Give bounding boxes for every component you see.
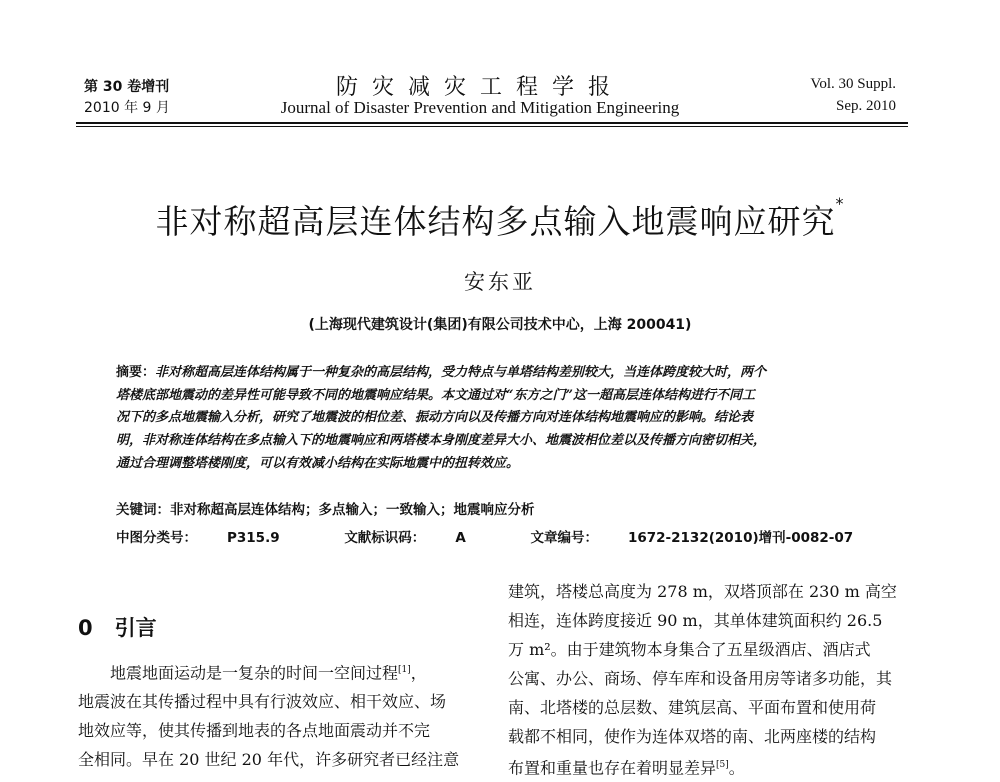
issue-date-en: Sep. 2010 <box>836 98 896 114</box>
body-line: 载都不相同，使作为连体双塔的南、北两座楼的结构 <box>508 727 877 746</box>
body-line: 地震波在其传播过程中具有行波效应、相干效应、场 <box>78 692 447 712</box>
article-no-label: 文章编号： <box>530 530 598 546</box>
citation-ref: [1] <box>398 665 411 675</box>
body-line: 公寓、办公、商场、停车库和设备用房等诸多功能，其 <box>508 669 893 688</box>
clc-label: 中图分类号： <box>116 530 197 546</box>
body-line-text: 布置和重量也存在着明显差异 <box>508 758 717 778</box>
author-name: 安东亚 <box>464 270 536 294</box>
doc-code-group <box>344 530 495 546</box>
keywords-text: 非对称超高层连体结构；多点输入；一致输入；地震响应分析 <box>170 502 535 518</box>
journal-title-cn: 防灾减灾工程学报 <box>335 75 624 100</box>
abstract-line: 明，非对称连体结构在多点输入下的地震响应和两塔楼本身刚度差异大小、地震波相位差以及传播方向密切相关， <box>116 433 767 449</box>
abstract-label: 摘要： <box>116 365 156 380</box>
body-line <box>78 656 474 687</box>
body-line: 建筑，塔楼总高度为 278 m，双塔顶部在 230 m 高空 <box>508 582 897 601</box>
abstract-line: 塔楼底部地震动的差异性可能导致不同的地震响应结果。本文通过对“东方之门”这一超高层连体结构进行不同工 <box>116 387 755 403</box>
body-line: 地效应等，使其传播到地表的各点地面震动并不完 <box>78 721 431 741</box>
abstract-line: 通过合理调整塔楼刚度，可以有效减小结构在实际地震中的扭转效应。 <box>116 455 520 471</box>
abstract-line: 况下的多点地震输入分析，研究了地震波的相位差、振动方向以及传播方向对连体结构地震响应的影响。结论表 <box>116 410 754 426</box>
clc-group <box>116 530 310 546</box>
volume-label: 第 30 卷增刊 <box>84 79 170 95</box>
journal-title-en: Journal of Disaster Prevention and Mitigation Engineering <box>280 98 680 117</box>
article-title-text: 非对称超高层连体结构多点输入地震响应研究 <box>155 202 836 241</box>
issue-date: 2010 年 9 月 <box>84 100 170 116</box>
body-line-tail: 。 <box>728 758 745 778</box>
header-rule-thick <box>76 122 908 124</box>
title-footnote-mark: * <box>835 194 845 213</box>
keywords <box>116 498 535 518</box>
section-title: 引言 <box>114 616 157 640</box>
section-number: 0 <box>78 616 93 640</box>
article-title <box>0 196 1000 243</box>
abstract <box>116 362 884 476</box>
citation-ref: [5] <box>716 760 729 770</box>
volume-label-en: Vol. 30 Suppl. <box>810 76 896 92</box>
doc-code-label: 文献标识码： <box>344 530 426 546</box>
section-heading <box>78 612 157 642</box>
affiliation: (上海现代建筑设计(集团)有限公司技术中心，上海 200041) <box>308 317 692 333</box>
classification-line <box>116 526 913 546</box>
body-line-text: 地震地面运动是一复杂的时间一空间过程 <box>110 663 399 683</box>
body-column-left <box>78 656 474 774</box>
doc-code-value: A <box>455 530 466 546</box>
clc-value: P315.9 <box>227 530 280 546</box>
keywords-label: 关键词： <box>116 502 170 518</box>
body-line-tail: ， <box>410 663 427 683</box>
body-line: 万 m²。由于建筑物本身集合了五星级酒店、酒店式 <box>508 640 871 659</box>
header-rule-thin <box>76 126 908 127</box>
body-line <box>508 751 904 782</box>
article-no-value: 1672-2132(2010)增刊-0082-07 <box>627 530 854 546</box>
body-line: 南、北塔楼的总层数、建筑层高、平面布置和使用荷 <box>508 698 877 717</box>
article-no-group <box>530 530 883 546</box>
body-line: 相连，连体跨度接近 90 m，其单体建筑面积约 26.5 <box>508 611 883 630</box>
body-column-right <box>508 577 904 782</box>
body-line: 全相同。早在 20 世纪 20 年代，许多研究者已经注意 <box>78 750 460 770</box>
abstract-line: 非对称超高层连体结构属于一种复杂的高层结构，受力特点与单塔结构差别较大，当连体跨度较大时，两个 <box>155 365 767 380</box>
